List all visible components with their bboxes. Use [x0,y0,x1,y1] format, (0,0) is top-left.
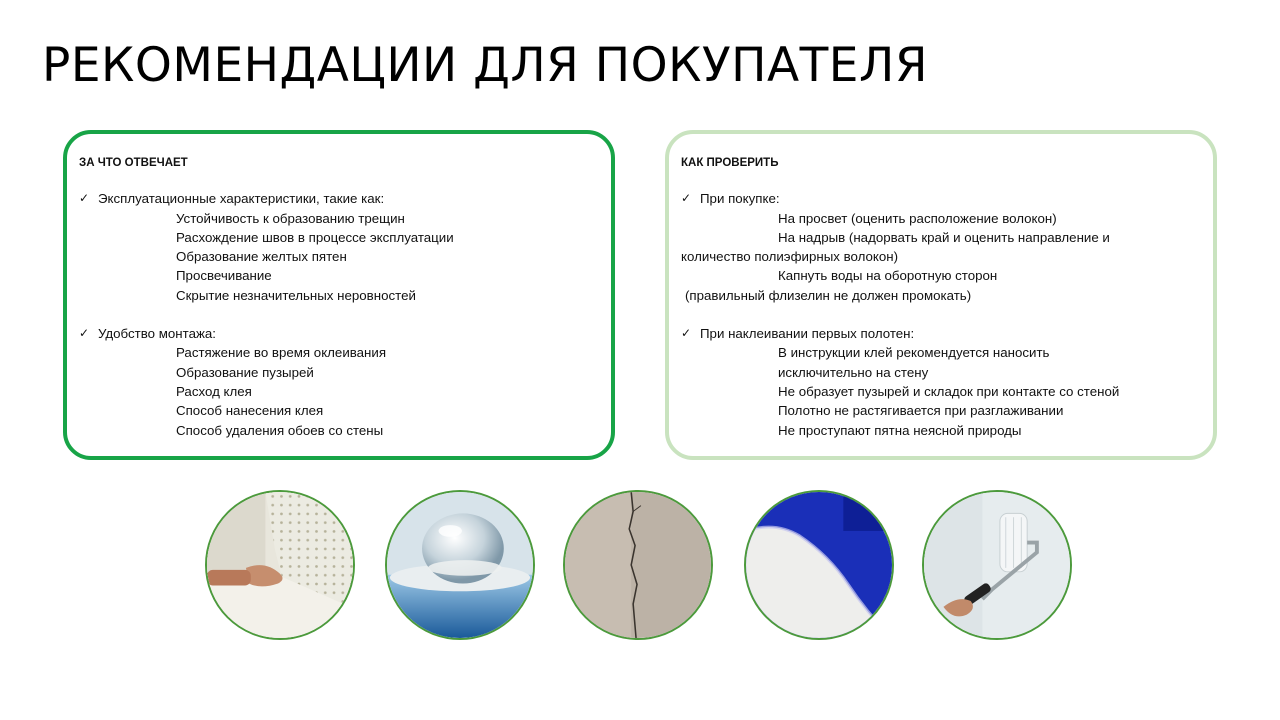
bullet-first-sheets [681,324,1203,343]
bullet-label: При покупке: [700,191,780,207]
list-item: Скрытие незначительных неровностей [176,287,416,303]
list-item-continuation: количество полиэфирных волокон) [681,249,899,265]
bullet-operational [79,189,601,208]
list-item: Не образует пузырей и складок при контакте со стеной [778,383,1120,399]
water-drop-photo [385,490,535,640]
list-item: Расхождение швов в процессе эксплуатации [176,229,454,245]
list-item: Способ удаления обоев со стены [176,422,384,438]
bullet-label: При наклеивании первых полотен: [700,326,915,342]
list-item: Устойчивость к образованию трещин [176,210,405,226]
bullet-purchase [681,189,1203,208]
list-item-continuation: (правильный флизелин не должен промокать) [685,287,972,303]
list-item: Не проступают пятна неясной природы [778,422,1022,438]
list-item: Капнуть воды на оборотную сторон [778,268,998,284]
checkmark-icon: ✓ [681,191,692,206]
list-item: Образование желтых пятен [176,249,347,265]
list-item: В инструкции клей рекомендуется наносить [778,345,1050,361]
list-item: На просвет (оценить расположение волокон) [778,210,1057,226]
list-item: Расход клея [176,383,252,399]
checkmark-icon: ✓ [79,326,90,341]
checkmark-icon: ✓ [681,326,692,341]
bullet-installation [79,324,601,343]
responsibility-panel [63,130,615,460]
panel-heading: ЗА ЧТО ОТВЕЧАЕТ [79,157,188,169]
wallpaper-peel-photo [205,490,355,640]
list-item: Просвечивание [176,268,272,284]
wall-crack-photo [563,490,713,640]
page-title: РЕКОМЕНДАЦИИ ДЛЯ ПОКУПАТЕЛЯ [42,38,929,93]
panel-heading: КАК ПРОВЕРИТЬ [681,157,779,169]
how-to-check-panel [665,130,1217,460]
bullet-label: Удобство монтажа: [98,326,216,342]
list-item: На надрыв (надорвать край и оценить направление и [778,229,1110,245]
checkmark-icon: ✓ [79,191,90,206]
list-item: Растяжение во время оклеивания [176,345,387,361]
bullet-label: Эксплуатационные характеристики, такие как: [98,191,385,207]
list-item: Полотно не растягивается при разглаживании [778,403,1064,419]
list-item: Способ нанесения клея [176,403,324,419]
list-item-continuation: исключительно на стену [778,364,929,380]
paint-roller-photo [922,490,1072,640]
list-item: Образование пузырей [176,364,314,380]
fleece-fibers-photo [744,490,894,640]
